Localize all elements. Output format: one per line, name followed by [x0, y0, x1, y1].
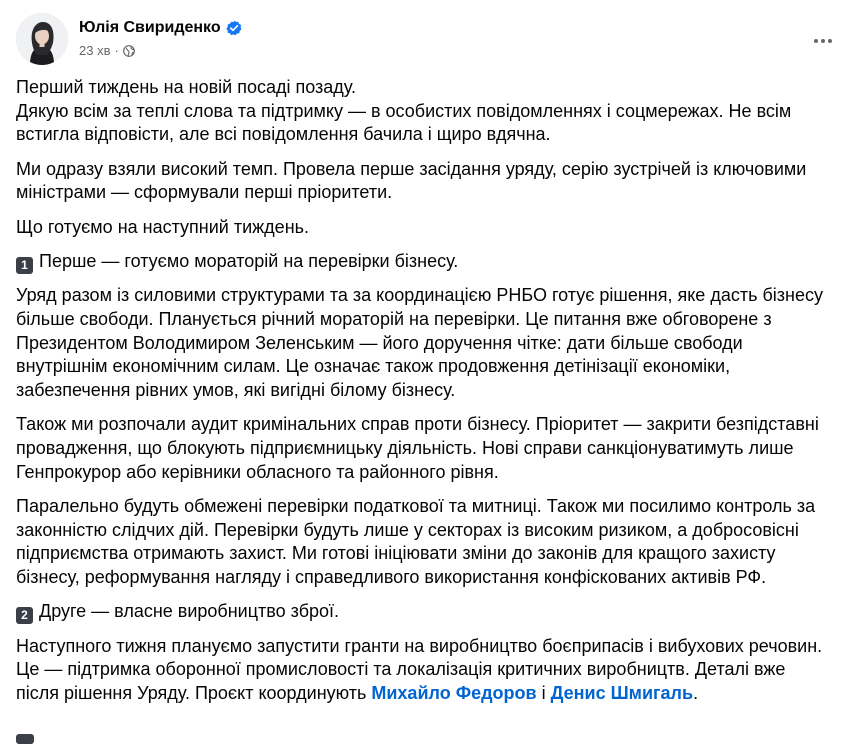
- text-line: підприємства отримають захист. Ми готові ініціювати зміни до законів для кращого захисту: [16, 543, 776, 564]
- text-fragment: після рішення Уряду. Проєкт координують: [16, 683, 372, 704]
- text-line: Перший тиждень на новій посаді позаду.: [16, 77, 356, 97]
- text-line: Президентом Володимиром Зеленським — його доручення чітке: дати більше свободи: [16, 332, 743, 353]
- list-item-text: Перше — готуємо мораторій на перевірки бізнесу.: [39, 250, 459, 271]
- more-options-button[interactable]: [805, 23, 841, 59]
- paragraph-inspections: [16, 495, 857, 590]
- mention-link-shmyhal[interactable]: Денис Шмигаль: [550, 683, 694, 704]
- text-fragment: і: [536, 683, 551, 704]
- text-line: провадження, що блокують підприємницьку діяльність. Нові справи санкціонуватимуть лише: [16, 437, 794, 458]
- text-line: міністрами — сформували перші пріоритети.: [16, 182, 393, 203]
- text-line: законністю слідчих дій. Перевірки будуть лише у секторах із високим ризиком, а добросовісні: [16, 519, 799, 540]
- author-avatar[interactable]: [16, 13, 68, 65]
- post-header: [16, 13, 841, 67]
- text-line: Дякую всім за теплі слова та підтримку — в особистих повідомленнях і соцмережах. Не всім: [16, 100, 792, 121]
- text-line: Ми одразу взяли високий темп. Провела перше засідання уряду, серію зустрічей із ключовими: [16, 158, 807, 179]
- globe-icon[interactable]: [123, 45, 135, 57]
- verified-badge-icon: [226, 20, 242, 36]
- text-fragment: .: [693, 683, 699, 704]
- paragraph-tempo: [16, 158, 857, 205]
- text-line: Паралельно будуть обмежені перевірки податкової та митниці. Також ми посилимо контроль за: [16, 495, 816, 516]
- paragraph-moratorium: [16, 284, 857, 403]
- paragraph-next-week: [16, 216, 857, 240]
- post-text: [16, 76, 857, 716]
- text-line: Також ми розпочали аудит кримінальних справ проти бізнесу. Пріоритет — закрити безпідставні: [16, 414, 819, 435]
- text-line: Уряд разом із силовими структурами та за координацією РНБО готує рішення, яке дасть бізнесу: [16, 285, 823, 306]
- avatar-portrait-icon: [16, 13, 68, 65]
- text-line: більше свободи. Планується річний мораторій на перевірки. Це питання вже обговорене з: [16, 308, 772, 329]
- text-line-mentions: [16, 682, 857, 706]
- keycap-2-icon: 2: [16, 607, 33, 624]
- paragraph-weapons: [16, 635, 857, 706]
- list-item-first: [16, 250, 857, 274]
- paragraph-intro: [16, 76, 857, 147]
- more-options-icon: [813, 38, 833, 44]
- author-name[interactable]: Юлія Свириденко: [79, 19, 221, 36]
- text-line: встигла відповісти, але всі повідомлення бачила і щиро вдячна.: [16, 124, 551, 145]
- text-line: бізнесу, реформування нагляду і справедливого використання конфіскованих активів РФ.: [16, 566, 767, 587]
- keycap-1-icon: 1: [16, 257, 33, 274]
- author-row: [79, 17, 242, 39]
- list-item-text: Друге — власне виробництво зброї.: [39, 601, 340, 622]
- text-line: внутрішнім економічним силам. Це означає також продовження детінізації економіки,: [16, 356, 731, 377]
- text-line: Генпрокурор або керівники обласного та районного рівня.: [16, 461, 499, 482]
- meta-separator: ·: [114, 43, 119, 58]
- list-item-second: [16, 600, 857, 624]
- post-meta: [79, 43, 135, 58]
- paragraph-audit: [16, 413, 857, 484]
- text-line: Що готуємо на наступний тиждень.: [16, 216, 310, 237]
- post-timestamp[interactable]: 23 хв: [79, 43, 111, 58]
- text-line: Це — підтримка оборонної промисловості та локалізація критичних виробництв. Деталі вже: [16, 659, 786, 680]
- mention-link-fedorov[interactable]: Михайло Федоров: [371, 683, 537, 704]
- keycap-partial-icon: [16, 734, 34, 744]
- text-line: Наступного тижня плануємо запустити гранти на виробництво боєприпасів і вибухових речовин.: [16, 635, 823, 656]
- text-line: забезпечення рівних умов, які вигідні білому бізнесу.: [16, 380, 456, 401]
